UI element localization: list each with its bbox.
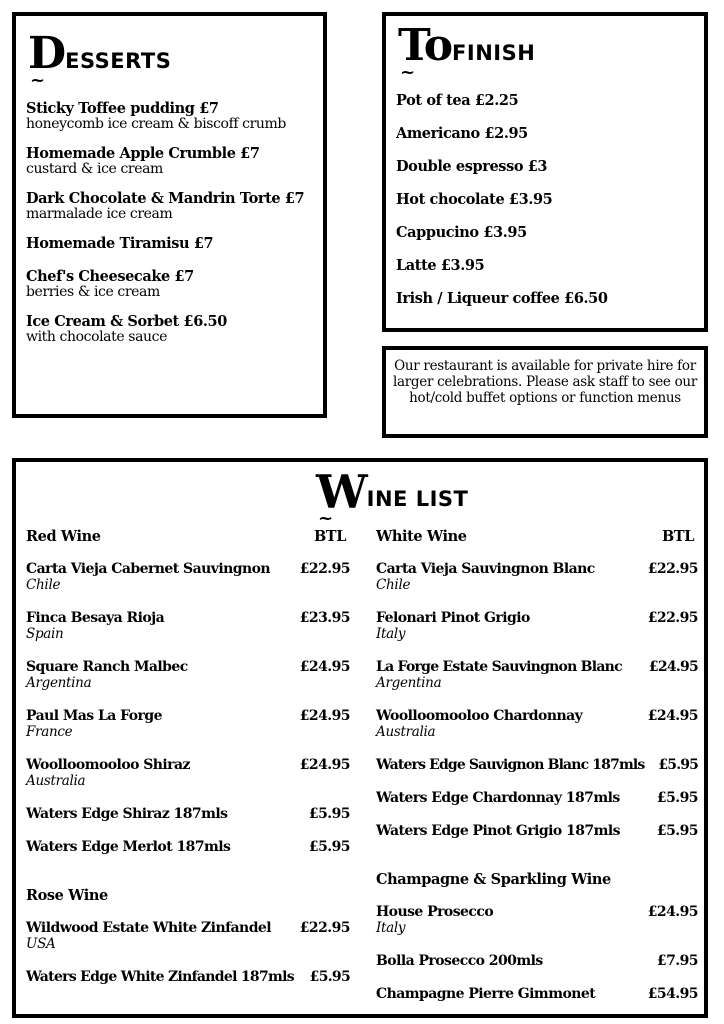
wine-name: House Prosecco [376, 904, 494, 920]
wine-price: £5.95 [656, 790, 698, 806]
wine-name: Waters Edge Shiraz 187mls [26, 806, 228, 822]
to-finish-heading-rest: FINISH [452, 41, 536, 65]
drink-item: Latte £3.95 [396, 257, 485, 274]
wine-country: Argentina [26, 675, 92, 691]
wine-country: Spain [26, 626, 64, 642]
dessert-item [26, 145, 316, 177]
drink-item: Irish / Liqueur coffee £6.50 [396, 290, 608, 307]
wine-name: La Forge Estate Sauvingnon Blanc [376, 659, 622, 675]
wine-country: USA [26, 936, 56, 952]
dessert-name: Dark Chocolate & Mandrin Torte £7 [26, 190, 305, 207]
dessert-item [26, 190, 316, 222]
wine-item [376, 790, 698, 823]
dessert-name: Chef's Cheesecake £7 [26, 268, 194, 285]
private-hire-notice [382, 346, 708, 438]
wine-name: Carta Vieja Cabernet Sauvingnon [26, 561, 270, 577]
wine-item [26, 839, 350, 887]
wine-country: Australia [376, 724, 436, 740]
drink-item: Americano £2.95 [396, 125, 528, 142]
dessert-description: with chocolate sauce [26, 329, 167, 345]
dessert-item [26, 313, 316, 345]
wine-item [26, 806, 350, 839]
wine-country: Chile [376, 577, 411, 593]
wine-price: £24.95 [647, 708, 698, 724]
private-hire-text: Our restaurant is available for private hire for larger celebrations. Please ask staff to see our hot/cold buffet options or function menus [393, 358, 697, 406]
wine-name: Wildwood Estate White Zinfandel [26, 920, 272, 936]
to-finish-heading-initial: To ~ [398, 26, 451, 66]
to-finish-panel [382, 12, 708, 332]
white-sparkling-column [376, 528, 698, 1019]
desserts-heading [28, 28, 172, 79]
dessert-item [26, 268, 316, 300]
wine-price: £5.95 [308, 806, 350, 822]
wine-list-heading-rest: INE LIST [366, 487, 469, 511]
wine-name: Finca Besaya Rioja [26, 610, 165, 626]
wine-price: £22.95 [647, 561, 698, 577]
wine-price: £22.95 [299, 561, 350, 577]
wine-list-panel [12, 458, 708, 1018]
wine-item [26, 610, 350, 659]
wine-item [376, 708, 698, 757]
wine-list-heading [316, 465, 469, 519]
drink-item: Double espresso £3 [396, 158, 548, 175]
wine-item [26, 659, 350, 708]
wine-price: £5.95 [656, 823, 698, 839]
wine-name: Paul Mas La Forge [26, 708, 162, 724]
wine-price: £24.95 [647, 904, 698, 920]
wine-country: Italy [376, 626, 406, 642]
wine-price: £24.95 [299, 708, 350, 724]
dessert-name: Ice Cream & Sorbet £6.50 [26, 313, 227, 330]
wine-name: Carta Vieja Sauvingnon Blanc [376, 561, 595, 577]
wine-name: Woolloomooloo Chardonnay [376, 708, 583, 724]
wine-item [26, 757, 350, 806]
desserts-heading-initial: D ~ [28, 34, 64, 74]
dessert-item [26, 100, 316, 132]
sparkling-wine-heading: Champagne & Sparkling Wine [376, 871, 611, 888]
dessert-name: Homemade Apple Crumble £7 [26, 145, 260, 162]
wine-price: £5.95 [309, 969, 350, 985]
wine-item [26, 708, 350, 757]
wine-price: £5.95 [658, 757, 698, 773]
wine-item [26, 561, 350, 610]
dessert-name: Homemade Tiramisu £7 [26, 235, 214, 252]
wine-country: Australia [26, 773, 86, 789]
drinks-list [396, 92, 696, 323]
wine-price: £5.95 [308, 839, 350, 855]
sparkling-wine-header [376, 871, 698, 904]
wine-item [376, 986, 698, 1019]
drink-item: Hot chocolate £3.95 [396, 191, 553, 208]
wine-name: Bolla Prosecco 200mls [376, 953, 543, 969]
wine-price: £22.95 [647, 610, 698, 626]
dessert-description: custard & ice cream [26, 161, 163, 177]
wine-item [376, 561, 698, 610]
wine-country: Italy [376, 920, 406, 936]
red-wine-header [26, 528, 350, 561]
wine-price: £23.95 [299, 610, 350, 626]
dessert-description: berries & ice cream [26, 284, 160, 300]
wine-country: France [26, 724, 73, 740]
dessert-description: marmalade ice cream [26, 206, 173, 222]
wine-price: £22.95 [299, 920, 350, 936]
wine-item [376, 610, 698, 659]
wine-price: £24.95 [299, 757, 350, 773]
dessert-item [26, 235, 316, 252]
dessert-name: Sticky Toffee pudding £7 [26, 100, 219, 117]
wine-price: £24.95 [648, 659, 698, 675]
wine-name: Champagne Pierre Gimmonet [376, 986, 596, 1002]
wine-item [376, 823, 698, 871]
white-wine-header [376, 528, 698, 561]
wine-country: Argentina [376, 675, 442, 691]
drink-item: Cappucino £3.95 [396, 224, 527, 241]
wine-name: Felonari Pinot Grigio [376, 610, 530, 626]
wine-item [376, 953, 698, 986]
wine-name: Waters Edge Chardonnay 187mls [376, 790, 620, 806]
wine-item [376, 904, 698, 953]
wine-name: Waters Edge Pinot Grigio 187mls [376, 823, 620, 839]
desserts-panel [12, 12, 327, 418]
white-wine-heading: White Wine [376, 528, 467, 545]
wine-name: Square Ranch Malbec [26, 659, 188, 675]
wine-price: £54.95 [647, 986, 698, 1002]
wine-name: Waters Edge Sauvignon Blanc 187mls [376, 757, 645, 773]
wine-name: Waters Edge White Zinfandel 187mls [26, 969, 294, 985]
wine-list-heading-initial: W ~ [316, 472, 366, 512]
red-rose-column [26, 528, 350, 1002]
wine-country: Chile [26, 577, 61, 593]
wine-item [26, 969, 350, 1002]
rose-wine-header [26, 887, 350, 920]
desserts-heading-rest: ESSERTS [65, 49, 172, 73]
red-wine-price-heading: BTL [313, 528, 346, 545]
wine-item [26, 920, 350, 969]
wine-price: £7.95 [656, 953, 698, 969]
wine-item [376, 659, 698, 708]
wine-name: Waters Edge Merlot 187mls [26, 839, 231, 855]
to-finish-heading [398, 20, 536, 71]
dessert-description: honeycomb ice cream & biscoff crumb [26, 116, 286, 132]
rose-wine-heading: Rose Wine [26, 887, 108, 904]
white-wine-price-heading: BTL [661, 528, 694, 545]
wine-item [376, 757, 698, 790]
desserts-list [26, 100, 316, 358]
wine-name: Woolloomooloo Shiraz [26, 757, 190, 773]
drink-item: Pot of tea £2.25 [396, 92, 519, 109]
red-wine-heading: Red Wine [26, 528, 101, 545]
wine-price: £24.95 [299, 659, 350, 675]
